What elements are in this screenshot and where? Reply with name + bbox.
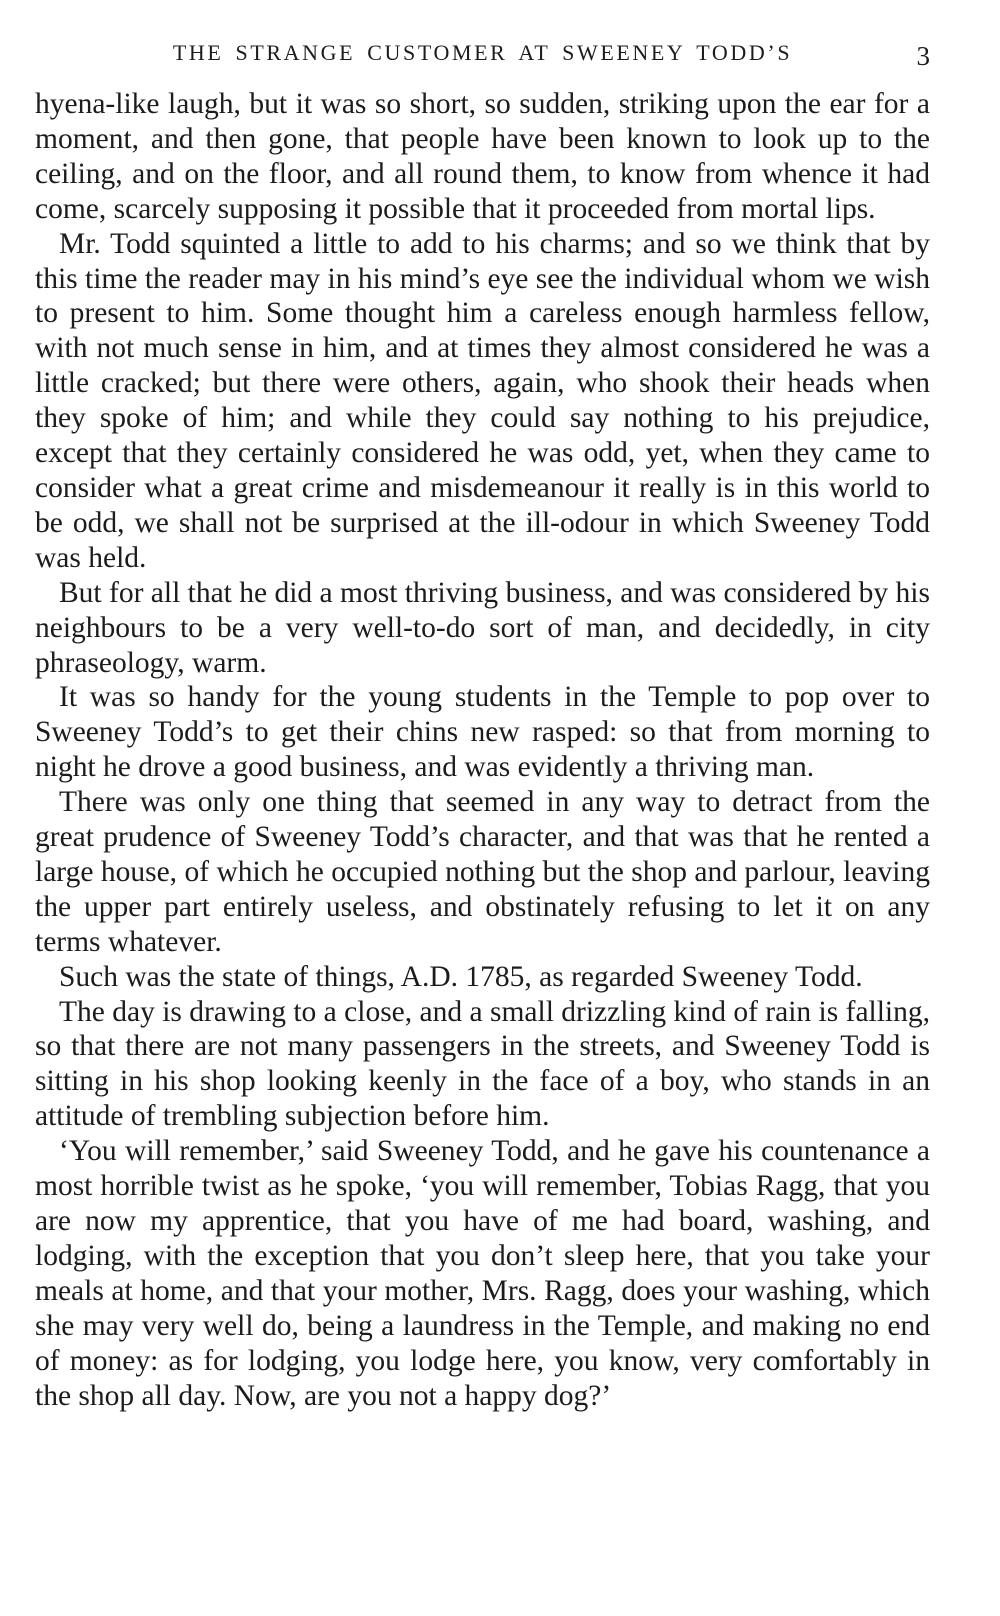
paragraph: Mr. Todd squinted a little to add to his charms; and so we think that by this time the reader may in his mind’s eye see the individual whom we wish to present to him. Some thought him a careless enough harmless fellow, with not much sense in him, and at times they almost considered he was a little cracked; but there were others, again, who shook their heads when they spoke of him; and while they could say nothing to his prejudice, except that they certainly considered he was odd, yet, when they came to consider what a great crime and misdemeanour it really is in this world to be odd, we shall not be surprised at the ill-odour in which Sweeney Todd was held. — [35, 227, 930, 574]
paragraph: hyena-like laugh, but it was so short, so sudden, striking upon the ear for a moment, and then gone, that people have been known to look up to the ceiling, and on the floor, and all round them, to know from whence it had come, scarcely supposing it possible that it proceeded from mortal lips. — [35, 88, 930, 225]
paragraph: ‘You will remember,’ said Sweeney Todd, and he gave his countenance a most horrible twist as he spoke, ‘you will remember, Tobias Ragg, that you are now my apprentice, that you have of me had board, washing, and lodging, with the exception that you don’t sleep here, that you take your meals at home, and that your mother, Mrs. Ragg, does your washing, which she may very well do, being a laundress in the Temple, and making no end of money: as for lodging, you lodge here, you know, very comfortably in the shop all day. Now, are you not a happy dog?’ — [35, 1135, 930, 1412]
body-text — [35, 87, 930, 1413]
paragraph: It was so handy for the young students in the Temple to pop over to Sweeney Todd’s to get their chins new rasped: so that from morning to night he drove a good business, and was evidently a thriving man. — [35, 681, 930, 784]
running-head — [35, 40, 930, 76]
paragraph: The day is drawing to a close, and a small drizzling kind of rain is falling, so that there are not many passengers in the streets, and Sweeney Todd is sitting in his shop looking keenly in the face of a boy, who stands in an attitude of trembling subjection before him. — [35, 995, 930, 1133]
paragraph: But for all that he did a most thriving business, and was considered by his neighbours to be a very well-to-do sort of man, and decidedly, in city phraseology, warm. — [35, 576, 930, 679]
running-title: THE STRANGE CUSTOMER AT SWEENEY TODD’S — [172, 40, 793, 65]
paragraph: Such was the state of things, A.D. 1785, as regarded Sweeney Todd. — [59, 960, 863, 993]
paragraph: There was only one thing that seemed in any way to detract from the great prudence of Sweeney Todd’s character, and that was that he rented a large house, of which he occupied nothing but the shop and parlour, leaving the upper part entirely useless, and obstinately refusing to let it on any terms whatever. — [35, 786, 930, 958]
page-number: 3 — [916, 41, 930, 71]
